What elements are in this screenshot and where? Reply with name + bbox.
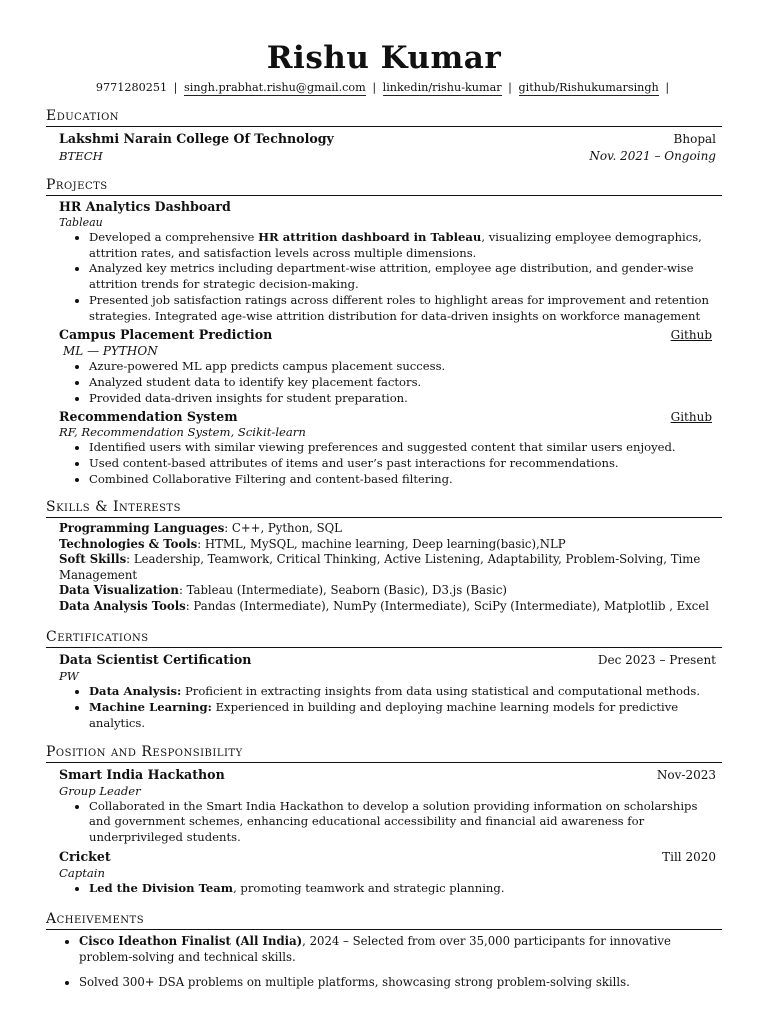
project-tech: Tableau [59, 216, 103, 229]
project-tech: RF, Recommendation System, Scikit-learn [59, 425, 306, 440]
position-bullets [59, 799, 716, 846]
list-item: • Collaborated in the Smart India Hackathon to develop a solution providing information on scholarships and government schemes, enhancing educational accessibility and financial aid awareness for underprivileged students. [89, 799, 716, 846]
project-entry [46, 326, 722, 406]
certification-title: Data Scientist Certification [59, 652, 252, 668]
institution-name: Lakshmi Narain College Of Technology [59, 131, 334, 146]
project-bullets [59, 440, 716, 487]
achievements-list [46, 934, 722, 991]
education-heading: Education [46, 107, 722, 127]
list-item: • Developed a comprehensive HR attrition dashboard in Tableau, visualizing employee demographics, attrition rates, and satisfaction levels across multiple dimensions. [89, 230, 716, 261]
skill-value: : Pandas (Intermediate), NumPy (Intermediate), SciPy (Intermediate), Matplotlib , Excel [185, 598, 709, 613]
separator: | [508, 81, 512, 94]
project-entry [46, 408, 722, 487]
position-title: Smart India Hackathon [59, 766, 225, 782]
linkedin-link[interactable]: linkedin/rishu-kumar [382, 81, 502, 94]
email-link[interactable]: singh.prabhat.rishu@gmail.com [184, 81, 366, 94]
bold-text: Led the Division Team [89, 880, 234, 895]
separator: | [173, 81, 178, 94]
position-entry [46, 848, 722, 897]
skills-list [46, 521, 722, 614]
list-item: • Analyzed key metrics including department-wise attrition, employee age distribution, and gender-wise attrition trends for strategic decision-making. [89, 261, 716, 292]
certification-bullets [59, 684, 716, 731]
github-link[interactable]: Github [670, 328, 712, 343]
achievements-heading: Acheivements [46, 910, 722, 930]
skill-row [59, 537, 722, 553]
bold-text: Cisco Ideathon Finalist (All India) [79, 934, 303, 949]
institution-location: Bhopal [673, 132, 716, 146]
skill-value: : Tableau (Intermediate), Seaborn (Basic), D3.js (Basic) [178, 583, 507, 598]
list-item: • Used content-based attributes of items and user’s past interactions for recommendations. [89, 456, 716, 472]
project-tech: ML — PYTHON [63, 344, 158, 359]
skill-label: Data Analysis Tools [59, 598, 186, 613]
degree: BTECH [59, 149, 103, 163]
project-bullets [59, 359, 716, 406]
skill-row [59, 599, 722, 615]
bold-text: Machine Learning: [89, 700, 212, 715]
separator: | [665, 81, 670, 94]
position-dates: Nov-2023 [656, 767, 716, 782]
project-title: Campus Placement Prediction [59, 327, 273, 343]
list-item: • Data Analysis: Proficient in extracting insights from data using statistical and computational methods. [89, 684, 716, 700]
certification-entry [46, 651, 722, 731]
projects-heading: Projects [46, 176, 722, 196]
skill-label: Programming Languages [59, 521, 225, 536]
list-item: • Azure-powered ML app predicts campus placement success. [89, 359, 716, 375]
skill-label: Data Visualization [59, 583, 179, 598]
contact-line [46, 80, 722, 96]
github-profile-link[interactable]: github/Rishukumarsingh [518, 81, 659, 94]
certification-issuer: PW [59, 669, 79, 684]
education-entry [46, 130, 722, 165]
list-item: • Identified users with similar viewing preferences and suggested content that similar users enjoyed. [89, 440, 716, 456]
skill-value: : Leadership, Teamwork, Critical Thinking, Active Listening, Adaptability, Problem-Solving, Time Management [59, 552, 701, 582]
position-dates: Till 2020 [662, 849, 716, 864]
list-item: • Solved 300+ DSA problems on multiple platforms, showcasing strong problem-solving skills. [79, 975, 722, 991]
candidate-name: Rishu Kumar [266, 40, 502, 76]
bold-text: Data Analysis: [89, 684, 182, 699]
list-item: • Presented job satisfaction ratings across different roles to highlight areas for improvement and retention strategies. Integrated age-wise attrition distribution for data-driven insights on workforce management [89, 293, 716, 324]
skill-label: Technologies & Tools [59, 536, 198, 551]
list-item: • Cisco Ideathon Finalist (All India), 2024 – Selected from over 35,000 participants for innovative problem-solving and technical skills. [79, 934, 722, 965]
list-item: • Machine Learning: Experienced in building and deploying machine learning models for predictive analytics. [89, 700, 716, 731]
education-dates: Nov. 2021 – Ongoing [589, 149, 716, 163]
list-item: • Led the Division Team, promoting teamwork and strategic planning. [89, 881, 716, 897]
skills-heading: Skills & Interests [46, 498, 722, 518]
position-title: Cricket [59, 848, 111, 864]
phone-number: 9771280251 [95, 81, 168, 94]
list-item: • Combined Collaborative Filtering and content-based filtering. [89, 472, 716, 488]
skill-value: : HTML, MySQL, machine learning, Deep learning(basic),NLP [197, 536, 566, 551]
project-title: Recommendation System [59, 409, 238, 425]
skill-value: : C++, Python, SQL [224, 521, 342, 536]
positions-heading: Position and Responsibility [46, 743, 722, 763]
separator: | [372, 81, 377, 94]
skill-row [59, 552, 722, 583]
list-item: • Provided data-driven insights for student preparation. [89, 391, 716, 407]
resume-page [46, 40, 722, 1001]
skill-row [59, 583, 722, 599]
certifications-heading: Certifications [46, 628, 722, 648]
project-title: HR Analytics Dashboard [59, 199, 231, 214]
position-role: Captain [59, 865, 105, 880]
project-bullets [59, 230, 716, 324]
position-bullets [59, 881, 716, 897]
bold-text: HR attrition dashboard in Tableau [258, 230, 482, 244]
list-item: • Analyzed student data to identify key placement factors. [89, 375, 716, 391]
github-link[interactable]: Github [670, 410, 712, 425]
project-entry [46, 198, 722, 324]
certification-dates: Dec 2023 – Present [597, 653, 716, 668]
skill-row [59, 521, 722, 537]
position-entry [46, 766, 722, 846]
position-role: Group Leader [59, 783, 141, 798]
skill-label: Soft Skills [59, 552, 127, 567]
